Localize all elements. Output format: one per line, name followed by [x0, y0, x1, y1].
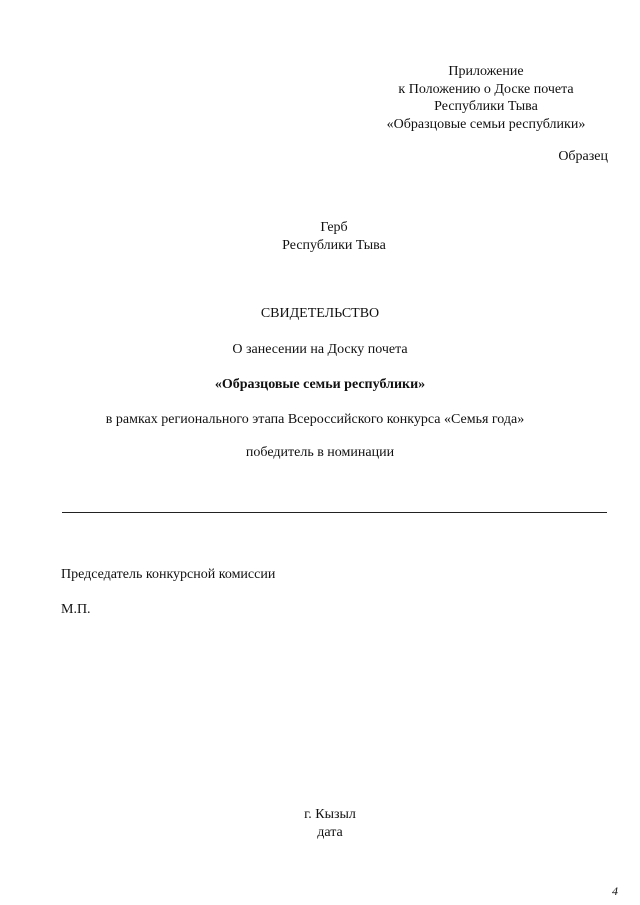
place-date-block — [290, 806, 370, 841]
emblem-placeholder — [234, 219, 434, 254]
appendix-line-2: к Положению о Доске почета — [398, 81, 574, 97]
appendix-line-3: Республики Тыва — [434, 99, 538, 114]
winner-name-line — [62, 512, 607, 513]
date-label: дата — [317, 824, 343, 840]
certificate-title: СВИДЕТЕЛЬСТВО — [260, 306, 380, 321]
emblem-line-2: Республики Тыва — [282, 237, 386, 253]
nomination-text: победитель в номинации — [245, 445, 395, 460]
emblem-line-1: Герб — [320, 220, 348, 235]
sample-label: Образец — [558, 149, 608, 164]
chairman-signature-label: Председатель конкурсной комиссии — [61, 567, 276, 582]
appendix-line-1: Приложение — [448, 64, 524, 79]
page-number-mark: 4 — [612, 884, 618, 898]
certificate-subtitle: О занесении на Доску почета — [232, 342, 408, 357]
appendix-header — [372, 63, 600, 133]
city-label: г. Кызыл — [304, 807, 356, 822]
board-name: «Образцовые семьи республики» — [214, 377, 426, 392]
contest-text: в рамках регионального этапа Всероссийского конкурса «Семья года» — [105, 412, 525, 427]
stamp-label: М.П. — [61, 602, 91, 617]
appendix-line-4: «Образцовые семьи республики» — [386, 116, 586, 132]
